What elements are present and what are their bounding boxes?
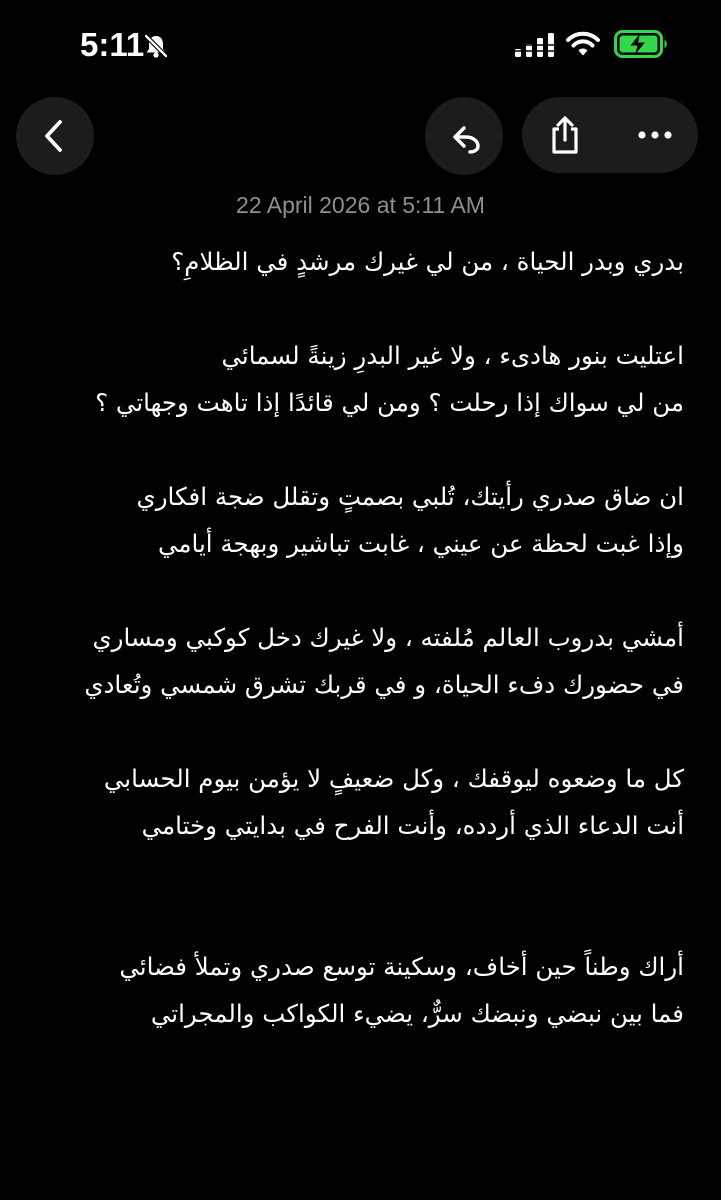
share-button[interactable] <box>530 97 600 173</box>
note-blank-line <box>30 708 684 755</box>
note-line: فما بين نبضي ونبضك سرٌّ، يضيء الكواكب والمجراتي <box>150 999 684 1028</box>
note-body[interactable] <box>30 238 684 1037</box>
note-line: في حضورك دفء الحياة، و في قربك تشرق شمسي وتُعادي <box>84 670 684 699</box>
undo-icon <box>444 118 484 154</box>
note-blank-line <box>30 426 684 473</box>
status-bar <box>0 0 721 92</box>
note-line: اعتليت بنور هادىء ، ولا غير البدرِ زينةً لسمائي <box>221 341 684 370</box>
signal-icon <box>514 32 556 58</box>
note-line: وإذا غبت لحظة عن عيني ، غابت تباشير وبهجة أيامي <box>157 529 684 558</box>
battery-charging-icon <box>614 30 670 58</box>
bell-slash-icon <box>143 33 169 59</box>
undo-button[interactable] <box>425 97 503 175</box>
actions-pill <box>522 97 698 173</box>
note-line: ان ضاق صدري رأيتك، تُلبي بصمتٍ وتقلل ضجة افكاري <box>136 482 684 511</box>
note-line: أمشي بدروب العالم مُلفته ، ولا غيرك دخل كوكبي ومساري <box>92 623 684 652</box>
note-line: بدري وبدر الحياة ، من لي غيرك مرشدٍ في الظلامِ؟ <box>171 247 684 276</box>
share-icon <box>547 114 583 156</box>
note-blank-line <box>30 567 684 614</box>
ellipsis-icon <box>637 130 673 140</box>
note-blank-line <box>30 285 684 332</box>
back-button[interactable] <box>16 97 94 175</box>
chevron-left-icon <box>41 119 69 153</box>
note-line: أراك وطناً حين أخاف، وسكينة توسع صدري وتملأ فضائي <box>119 952 684 981</box>
status-time: 5:11 <box>80 26 145 63</box>
note-line: أنت الدعاء الذي أردده، وأنت الفرح في بدايتي وختامي <box>141 811 684 840</box>
note-line: من لي سواك إذا رحلت ؟ ومن لي قائدًا إذا تاهت وجهاتي ؟ <box>95 388 684 417</box>
note-blank-line <box>30 849 684 896</box>
more-button[interactable] <box>620 97 690 173</box>
wifi-icon <box>566 31 600 57</box>
note-line: كل ما وضعوه ليوقفك ، وكل ضعيفٍ لا يؤمن بيوم الحسابي <box>103 764 684 793</box>
note-date: 22 April 2026 at 5:11 AM <box>236 192 485 218</box>
note-blank-line <box>30 896 684 943</box>
